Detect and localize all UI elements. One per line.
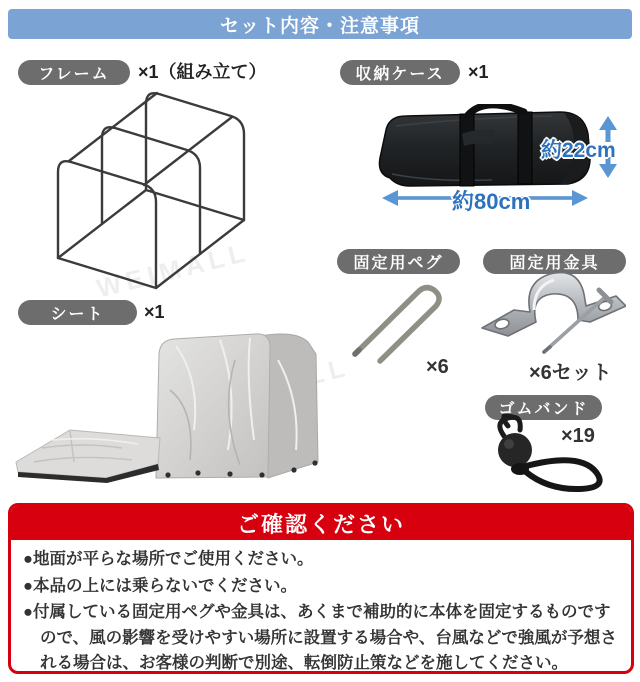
- item-label-case-text: 収納ケース: [355, 66, 445, 83]
- notice-title-bar: [11, 506, 631, 540]
- sheet-qty: ×1: [144, 302, 165, 322]
- bungee-illustration: [468, 414, 618, 504]
- item-label-peg-text: 固定用ペグ: [353, 255, 444, 272]
- peg-qty: ×6: [426, 356, 449, 378]
- item-label-frame: [18, 60, 130, 85]
- item-label-peg: [337, 249, 460, 274]
- section-title: セット内容・注意事項: [219, 15, 420, 37]
- notice-item: ●本品の上には乗らないでください。: [23, 576, 297, 595]
- section-title-bar: [8, 9, 632, 39]
- notice-item: ●付属している固定用ペグや金具は、あくまで補助的に本体を固定するものですので、風の影響を受けやすい場所に設置する場合や、台風などで強風が予想される場合は、お客様の判断で別途、転倒防止策などを施してください。: [23, 603, 617, 672]
- bracket-qty: ×6セット: [529, 362, 612, 384]
- item-label-case: [340, 60, 460, 85]
- height-dimension-label: 約22cm: [541, 139, 616, 162]
- notice-list: [23, 547, 619, 674]
- notice-title: ご確認ください: [236, 511, 405, 537]
- folded-sheet-illustration: [12, 422, 164, 484]
- frame-illustration: [30, 84, 280, 294]
- item-label-frame-text: フレーム: [38, 66, 110, 83]
- peg-illustration: [345, 272, 457, 364]
- case-qty: ×1: [468, 62, 489, 82]
- item-label-bracket-text: 固定用金具: [509, 255, 600, 272]
- covered-tent-illustration: [150, 320, 320, 482]
- item-label-sheet-text: シート: [50, 306, 105, 323]
- frame-qty: ×1（組み立て）: [138, 62, 267, 82]
- item-label-sheet: [18, 300, 137, 325]
- notice-box: [8, 503, 634, 674]
- watermark-text: WEIMALL: [93, 236, 253, 304]
- bracket-illustration: [478, 266, 626, 358]
- item-label-band-text: ゴムバンド: [498, 401, 589, 418]
- notice-body: [11, 540, 631, 674]
- width-dimension-label: 約80cm: [452, 189, 531, 214]
- band-qty: ×19: [561, 425, 595, 447]
- notice-item: ●地面が平らな場所でご使用ください。: [23, 550, 314, 568]
